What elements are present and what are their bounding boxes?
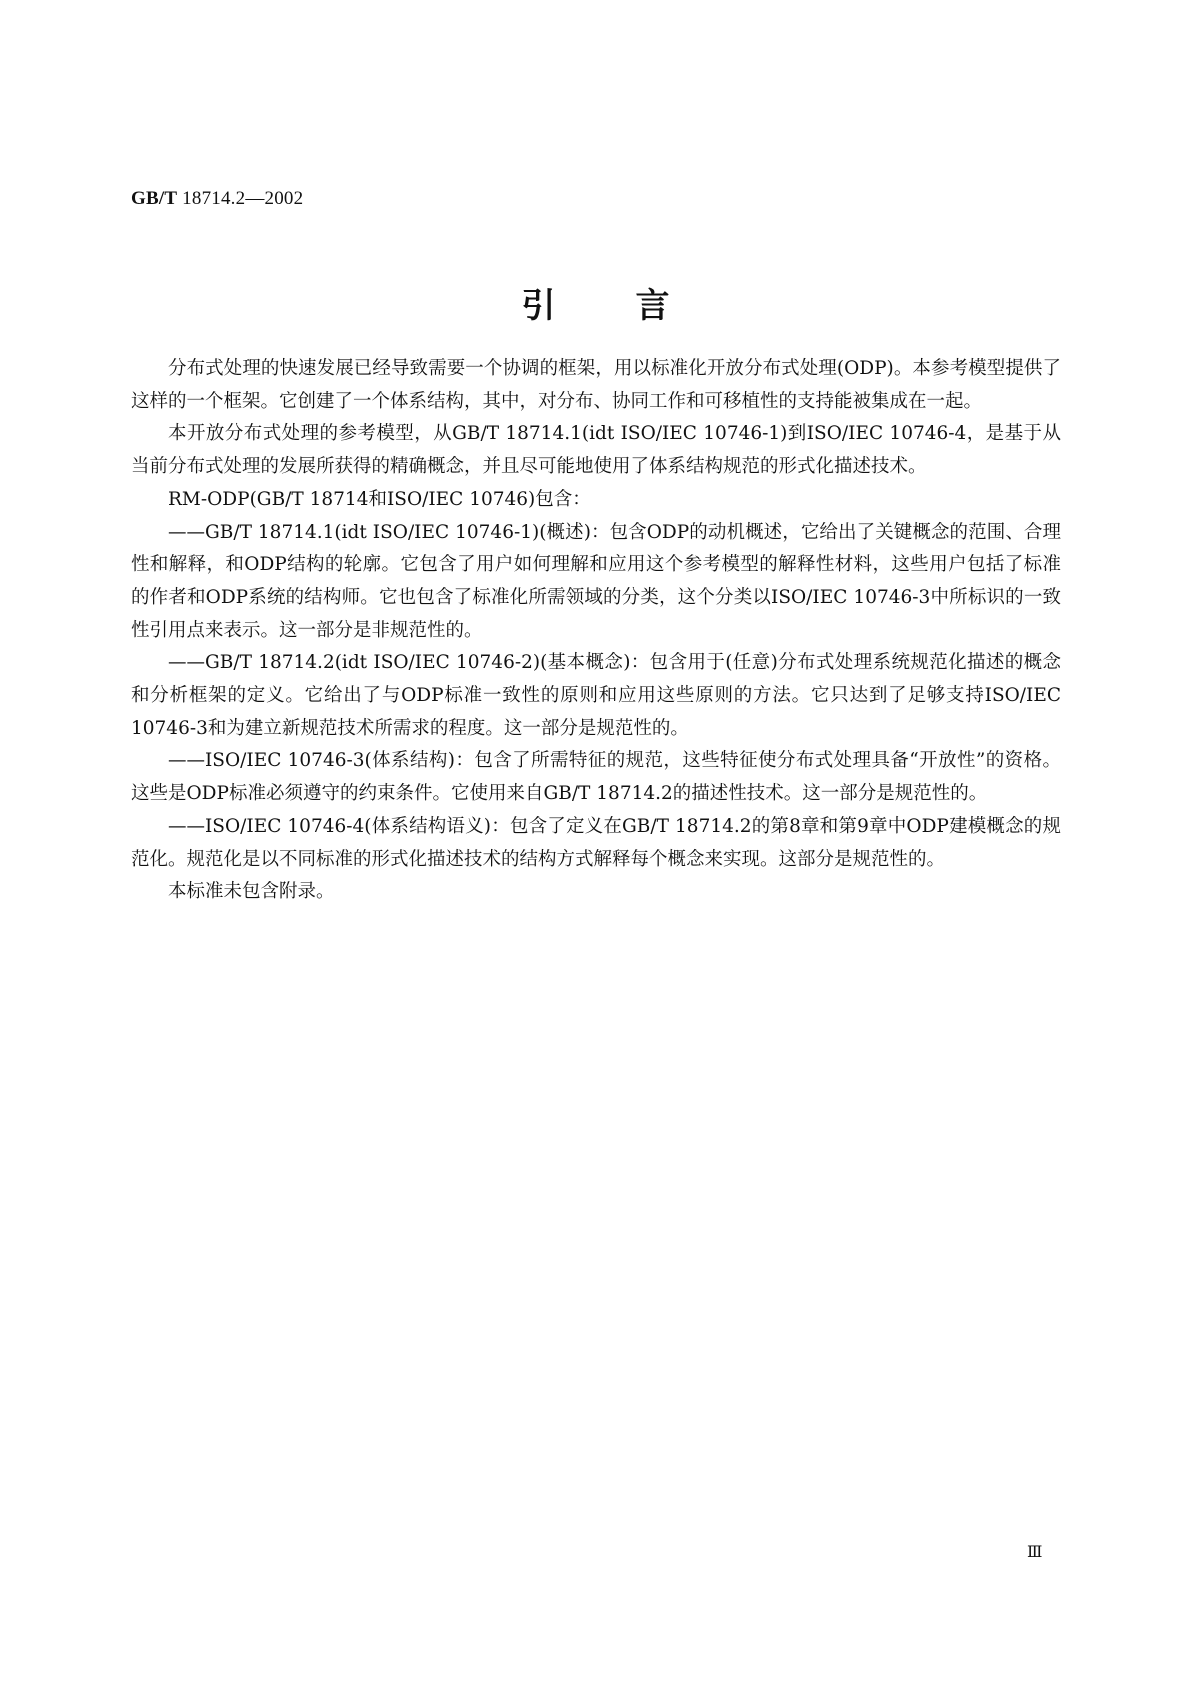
standard-number: 18714.2—2002 — [177, 188, 304, 209]
standard-code: GB/T — [131, 188, 178, 209]
list-item: ——GB/T 18714.2(idt ISO/IEC 10746-2)(基本概念)：包含用于(任意)分布式处理系统规范化描述的概念和分析框架的定义。它给出了与ODP标准一致性的原则和应用这些原则的方法。它只达到了足够支持ISO/IEC 10746-3和为建立新规范技术所需求的程度。这一部分是规范性的。 — [131, 652, 1061, 739]
paragraph: 本标准未包含附录。 — [168, 881, 335, 903]
paragraph: 分布式处理的快速发展已经导致需要一个协调的框架，用以标准化开放分布式处理(ODP)。本参考模型提供了这样的一个框架。它创建了一个体系结构，其中，对分布、协同工作和可移植性的支持能被集成在一起。 — [131, 358, 1061, 412]
page-number: Ⅲ — [1027, 1544, 1043, 1561]
document-header — [131, 188, 303, 210]
list-item: ——GB/T 18714.1(idt ISO/IEC 10746-1)(概述)：包含ODP的动机概述，它给出了关键概念的范围、合理性和解释，和ODP结构的轮廓。它包含了用户如何理解和应用这个参考模型的解释性材料，这些用户包括了标准的作者和ODP系统的结构师。它也包含了标准化所需领域的分类，这个分类以ISO/IEC 10746-3中所标识的一致性引用点来表示。这一部分是非规范性的。 — [131, 521, 1061, 641]
paragraph: 本开放分布式处理的参考模型，从GB/T 18714.1(idt ISO/IEC 10746-1)到ISO/IEC 10746-4，是基于从当前分布式处理的发展所获得的精确概念，并且尽可能地使用了体系结构规范的形式化描述技术。 — [131, 423, 1061, 478]
document-body — [131, 353, 1061, 909]
list-item: ——ISO/IEC 10746-3(体系结构)：包含了所需特征的规范，这些特征使分布式处理具备“开放性”的资格。这些是ODP标准必须遵守的约束条件。它使用来自GB/T 18714.2的描述性技术。这一部分是规范性的。 — [131, 750, 1061, 805]
page-title: 引言 — [521, 286, 750, 326]
paragraph: RM-ODP(GB/T 18714和ISO/IEC 10746)包含： — [168, 488, 591, 510]
list-item: ——ISO/IEC 10746-4(体系结构语义)：包含了定义在GB/T 18714.2的第8章和第9章中ODP建模概念的规范化。规范化是以不同标准的形式化描述技术的结构方式解释每个概念来实现。这部分是规范性的。 — [131, 815, 1061, 870]
